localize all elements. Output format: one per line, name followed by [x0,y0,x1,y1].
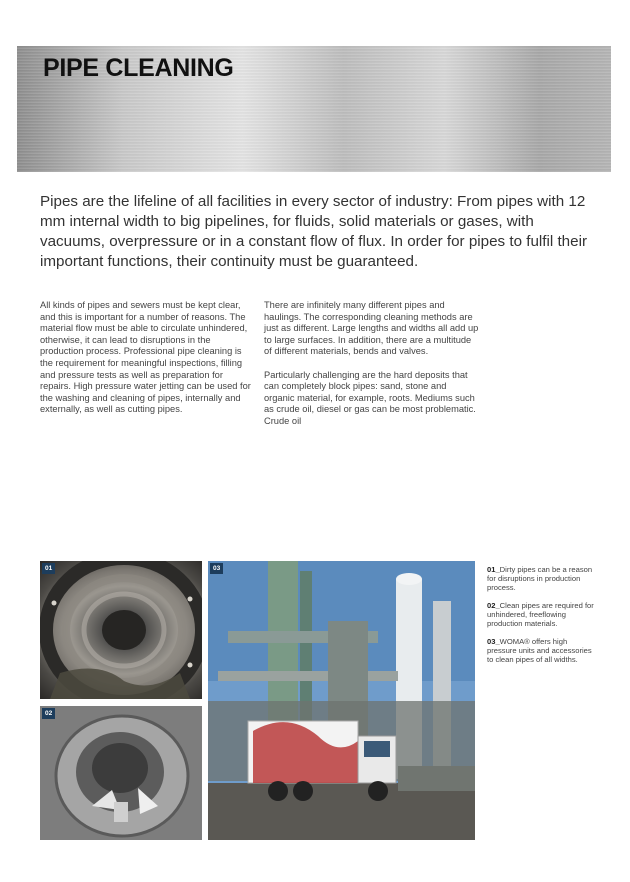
body-paragraph: Particularly challenging are the hard deposits that can completely block pipes: sand, stone and organic material, for example, roots. Mediums such as crude oil, diesel or gas can be most problematic. Crude oil [264,369,476,426]
clean-pipe-illustration [40,706,202,840]
header-banner [17,46,611,172]
caption-number: 03_ [487,637,500,646]
photo-industrial-plant [208,561,475,840]
photo-badge: 01 [42,563,55,574]
photo-clean-pipe [40,706,202,840]
lead-paragraph: Pipes are the lifeline of all facilities in every sector of industry: From pipes with 12 mm internal width to big pipelines, for fluids, solid materials or gases, with vacuums, overpressure or in a constant flow of flux. In order for pipes to fulfil their important functions, their continuity must be guaranteed. [40,193,588,270]
caption [487,565,597,592]
caption-text: WOMA® offers high pressure units and accessories to clean pipes of all widths. [487,637,592,664]
caption-text: Clean pipes are required for unhindered, freeflowing production materials. [487,601,594,628]
dirty-pipe-illustration [40,561,202,699]
caption-number: 02_ [487,601,500,610]
industrial-plant-illustration [208,561,475,840]
photo-captions [487,565,597,673]
photo-dirty-pipe [40,561,202,699]
caption [487,601,597,628]
body-paragraph: All kinds of pipes and sewers must be kept clear, and this is important for a number of reasons. The material flow must be able to circulate unhindered, otherwise, it can lead to disruptions in the production process. Professional pipe cleaning is the requirement for meaningful inspections, filling and pressure tests as well as preparation for repairs. High pressure water jetting can be used for the washing and cleaning of pipes, internally and externally, as well as cutting pipes. [40,300,251,415]
body-column-left [40,300,252,428]
caption-text: Dirty pipes can be a reason for disruptions in production process. [487,565,593,592]
body-column-right [264,300,479,439]
caption [487,637,597,664]
photo-badge: 02 [42,708,55,719]
caption-number: 01_ [487,565,500,574]
page-title: PIPE CLEANING [43,54,234,82]
body-paragraph: There are infinitely many different pipes and haulings. The corresponding cleaning methods are just as different. Large lengths and widths all add up to large surfaces. In addition, there are a multitude of different materials, bends and valves. [264,300,479,357]
photo-badge: 03 [210,563,223,574]
